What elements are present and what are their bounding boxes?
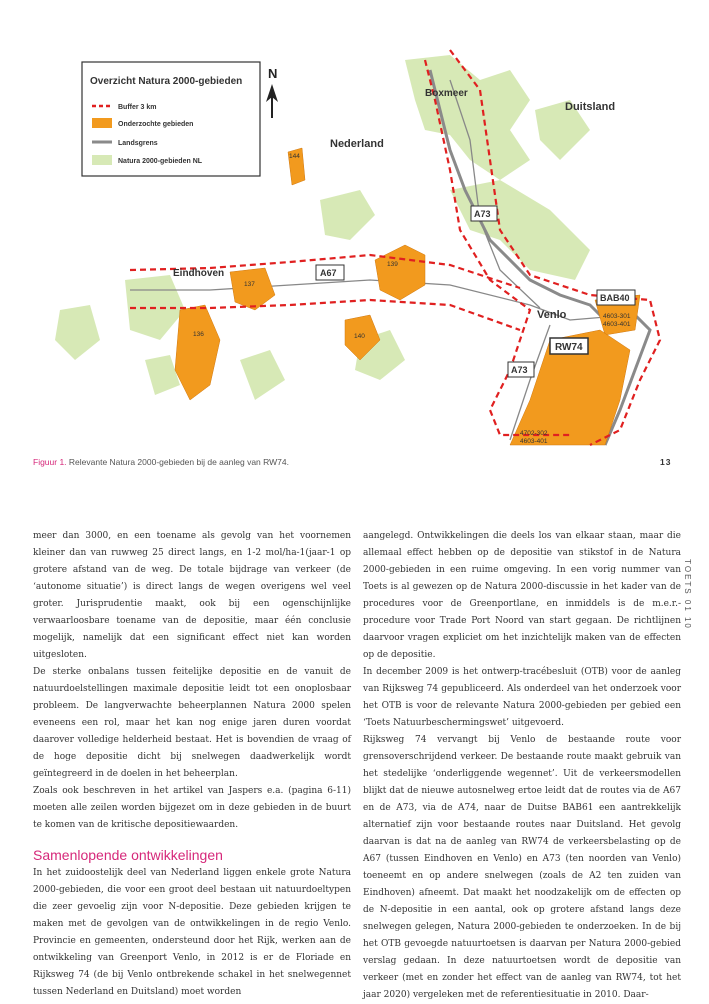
figure-caption: [33, 457, 289, 467]
legend-title: Overzicht Natura 2000-gebieden: [90, 76, 243, 87]
paragraph: In het zuidoostelijk deel van Nederland liggen enkele grote Natura 2000-gebieden, die voor een groot deel bestaan uit natuurdoeltypen die zeer gevoelig zijn voor N-depositie. Deze gebieden krijgen te maken met de gevolgen van de ontwikkelingen in de regio Venlo. Provincie en gemeenten, ondersteund door het Rijk, werken aan de ontwikkeling van Greenport Venlo, in 2012 is er de Floriade en Rijksweg 74 (de bij Venlo ontbrekende schakel in het snelwegennet tussen Nederland en Duitsland) moet worden: [33, 868, 351, 997]
section-heading: Samenlopende ontwikkelingen: [33, 847, 223, 863]
road-label-bab40: BAB40: [600, 293, 630, 303]
area-137: [230, 268, 275, 310]
legend-label-areas: Onderzochte gebieden: [118, 121, 194, 128]
figure-caption-text: Relevante Natura 2000-gebieden bij de aanleg van RW74.: [66, 457, 289, 467]
area-label-136: 136: [193, 331, 204, 338]
paragraph: In december 2009 is het ontwerp-tracébesluit (OTB) voor de aanleg van Rijksweg 74 gepubliceerd. Als onderdeel van het onderzoek voor het OTB is voor de relevante Natura 2000-gebieden per gebied een ‘Toets Natuurbeschermingswet’ uitgevoerd.: [363, 667, 681, 728]
paragraph: Zoals ook beschreven in het artikel van Jaspers e.a. (pagina 6-11) moeten alle zeilen worden bijgezet om in deze gebieden in de buurt te komen van de kritische depositiewaarden.: [33, 786, 351, 830]
area-label-4603-301: 4603-301: [603, 313, 631, 320]
column-right: [363, 528, 681, 1004]
column-left: [33, 528, 351, 1001]
paragraph: Rijksweg 74 vervangt bij Venlo de bestaande route voor grensoverschrijdend verkeer. De bestaande route maakt gebruik van het stedelijke ‘onderliggende wegennet’. Uit de verkeersmodellen blijkt dat de nieuwe autosnelweg ertoe leidt dat de routes via de A67 en de A73, via de A74, naar de Duitse BAB61 een aantrekkelijk alternatief zijn voor bestaande routes naar Duitsland. Het gevolg daarvan is dat na de aanleg van RW74 de verkeersbelasting op de A67 (tussen Eindhoven en Venlo) en A73 (ten noorden van Venlo) toeneemt en op andere snelwegen (zoals de A2 ten zuiden van Eindhoven) afneemt. Dat maakt het noodzakelijk om de effecten op de N-depositie in een aantal, ook op grotere afstand langs deze snelwegen gelegen, Natura 2000-gebieden te onderzoeken. In de bij het OTB gevoegde natuurtoetsen is daarvan per Natura 2000-gebied verslag gedaan. In deze natuurtoetsen wordt de depositie van verkeer (met en zonder het effect van de aanleg van RW74, tot het jaar 2020) vergeleken met de referentiesituatie in 2010. Daar-: [363, 735, 681, 1000]
legend-label-natura: Natura 2000-gebieden NL: [118, 158, 203, 165]
road-label-a73-top: A73: [474, 209, 491, 219]
place-eindhoven: Eindhoven: [173, 268, 225, 279]
area-139: [375, 245, 425, 300]
natura-area: [450, 180, 590, 280]
natura-map: [30, 40, 675, 448]
area-136: [175, 305, 220, 400]
place-boxmeer: Boxmeer: [425, 88, 468, 99]
road-label-rw74: RW74: [555, 342, 583, 353]
legend-swatch-areas: [92, 118, 112, 128]
legend-label-border: Landsgrens: [118, 140, 158, 147]
place-venlo: Venlo: [537, 309, 567, 321]
north-arrow: [266, 66, 278, 118]
area-label-139: 139: [387, 261, 398, 268]
page-number: 13: [660, 457, 672, 467]
researched-areas: [175, 148, 640, 445]
natura-area: [320, 190, 375, 240]
natura-area: [145, 355, 180, 395]
legend-label-buffer: Buffer 3 km: [118, 104, 157, 111]
natura-area: [240, 350, 285, 400]
paragraph: aangelegd. Ontwikkelingen die deels los van elkaar staan, maar die allemaal effect hebben op de depositie van stikstof in de Natura 2000-gebieden in een ruime omgeving. In een vorig nummer van Toets is al gewezen op de Natura 2000-discussie in het kader van de procedures voor de Greenportlane, en inmiddels is de m.e.r.-procedure voor Trade Port Noord van start gegaan. De richtlijnen daarvoor vragen expliciet om het inzichtelijk maken van de effecten op de depositie.: [363, 531, 681, 660]
place-duitsland: Duitsland: [565, 101, 616, 113]
road-label-a73-bottom: A73: [511, 365, 528, 375]
area-label-4603-401-top: 4603-401: [603, 321, 631, 328]
figure-label: Figuur 1.: [33, 457, 67, 467]
natura-area: [55, 305, 100, 360]
side-tag: [680, 560, 694, 640]
area-label-144: 144: [289, 153, 300, 160]
area-label-4702-302: 4702-302: [520, 430, 548, 437]
north-label: N: [268, 66, 278, 81]
paragraph: meer dan 3000, en een toename als gevolg van het voornemen kleiner dan van ruwweg 25 direct langs, en 1-2 mol/ha-1(jaar-1 op grotere afstand van de weg. De totale bijdrage van verkeer (de ‘autonome situatie’) is direct langs de wegen overigens wel veel groter. Jurisprudentie maakt, ook bij een ogenschijnlijke verwaarloosbare toename van de depositie, maar één conclusie mogelijk, namelijk dat een significant effect niet kan worden uitgesloten.: [33, 531, 351, 660]
area-label-4603-401-bottom: 4603-401: [520, 438, 548, 445]
side-tag-text: TOETS 01 10: [682, 559, 692, 630]
area-label-137: 137: [244, 281, 255, 288]
legend-swatch-natura: [92, 155, 112, 165]
legend: [82, 62, 260, 176]
paragraph: De sterke onbalans tussen feitelijke depositie en de vanuit de natuurdoelstellingen maximale depositie leidt tot een onoplosbaar probleem. De langverwachte beheerplannen Natura 2000 spelen eveneens een rol, maar het kan nog enige jaren duren voordat daarover volledige helderheid bestaat. Het is bovendien de vraag of de hoge depositie dicht bij snelwegen daadwerkelijk wordt geïntegreerd in de doelen in het beheerplan.: [33, 667, 351, 779]
place-nederland: Nederland: [330, 138, 384, 150]
natura-area: [405, 55, 530, 180]
map-svg: [30, 40, 675, 448]
area-label-140: 140: [354, 333, 365, 340]
road-label-a67: A67: [320, 268, 337, 278]
